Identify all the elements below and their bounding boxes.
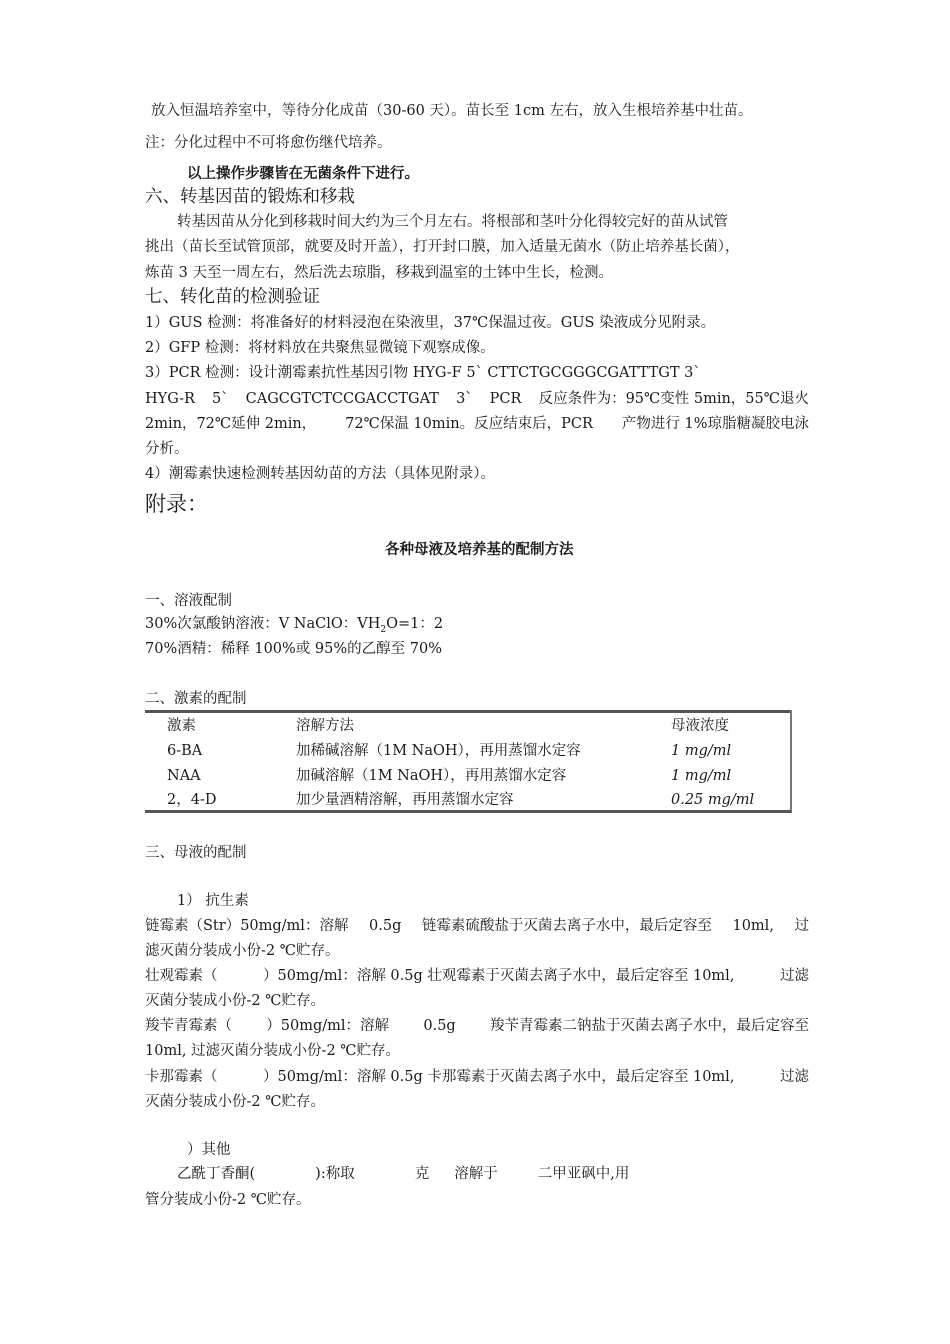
table-cell-concentration: 1 mg/ml [671, 768, 732, 784]
word: 链霉素（Str）50mg/ml：溶解 [145, 918, 349, 934]
word: 0.5g [423, 1018, 456, 1034]
pcr-word: 3` [456, 391, 473, 407]
subscript: 2 [380, 624, 387, 635]
table-cell-method: 加碱溶解（1M NaOH），再用蒸馏水定容 [296, 768, 567, 784]
section-6-heading: 六、转基因苗的锻炼和移栽 [145, 187, 355, 207]
section-6-para-line-2: 挑出（苗长至试管顶部，就要及时开盖），打开封口膜，加入适量无菌水（防止培养基长菌）， [145, 239, 740, 255]
word: 过 [794, 918, 809, 934]
appendix-heading: 附录： [145, 492, 208, 516]
table-cell-hormone: 2，4-D [167, 792, 217, 808]
pcr-word: HYG-R [145, 391, 195, 407]
word: 卡那霉素（ [145, 1069, 218, 1085]
kanamycin-line-1 [145, 1067, 809, 1087]
culture-line: 放入恒温培养室中，等待分化成苗（30-60 天）。苗长至 1cm 左右，放入生根培养基中壮苗。 [151, 103, 753, 119]
table-header-concentration: 母液浓度 [671, 718, 729, 734]
section-6-para-line-3: 炼苗 3 天至一周左右，然后洗去琼脂，移栽到温室的土钵中生长，检测。 [145, 265, 613, 281]
note-line: 注：分化过程中不可将愈伤继代培养。 [145, 135, 392, 151]
word: 乙酰丁香酮( [177, 1166, 256, 1182]
word: 链霉素硫酸盐于灭菌去离子水中，最后定容至 [421, 918, 712, 934]
acetosyringone-line-2: 管分装成小份-2 ℃贮存。 [145, 1192, 311, 1208]
word: 羧苄青霉素二钠盐于灭菌去离子水中，最后定容至 [490, 1018, 809, 1034]
word: 克 [414, 1166, 430, 1182]
sterile-note: 以上操作步骤皆在无菌条件下进行。 [187, 166, 419, 182]
word: ）50mg/ml：溶解 0.5g 壮观霉素于灭菌去离子水中，最后定容至 10ml, [263, 968, 735, 984]
table-bottom-rule [145, 810, 791, 813]
antibiotic-heading: 1） 抗生素 [177, 893, 249, 909]
streptomycin-line-1 [145, 916, 809, 936]
naclo-line [145, 614, 443, 640]
table-cell-method: 加稀碱溶解（1M NaOH），再用蒸馏水定容 [296, 743, 581, 759]
section-7-heading: 七、转化苗的检测验证 [145, 287, 320, 307]
word: 过滤 [780, 968, 809, 984]
table-cell-method: 加少量酒精溶解，再用蒸馏水定容 [296, 792, 514, 808]
spectinomycin-line-2: 灭菌分装成小份-2 ℃贮存。 [145, 993, 325, 1009]
pcr-test-line-3 [145, 414, 809, 434]
table-cell-concentration: 1 mg/ml [671, 743, 732, 759]
hormone-heading: 二、激素的配制 [145, 691, 247, 707]
other-heading: ）其他 [187, 1142, 231, 1158]
pcr-word: PCR [489, 391, 522, 407]
pcr-word: 反应条件为：95℃变性 5min，55℃退火 [538, 391, 809, 407]
naclo-text: 30%次氯酸钠溶液：V NaClO：VH [145, 616, 381, 632]
table-cell-hormone: NAA [167, 768, 201, 784]
pcr-word: 2min，72℃延伸 2min， [145, 416, 317, 432]
acetosyringone-line-1 [177, 1164, 629, 1184]
word: 羧苄青霉素（ [145, 1018, 232, 1034]
table-cell-hormone: 6-BA [167, 743, 203, 759]
table-cell-concentration: 0.25 mg/ml [671, 792, 755, 808]
pcr-word: 产物进行 1%琼脂糖凝胶电泳 [621, 416, 809, 432]
pcr-word: 5` [212, 391, 229, 407]
kanamycin-line-2: 灭菌分装成小份-2 ℃贮存。 [145, 1094, 325, 1110]
table-header-hormone: 激素 [167, 718, 196, 734]
table-right-rule [790, 710, 792, 813]
carbenicillin-line-1 [145, 1016, 809, 1036]
solution-heading: 一、溶液配制 [145, 593, 232, 609]
pcr-test-line-2 [145, 389, 809, 409]
carbenicillin-line-2: 10ml, 过滤灭菌分装成小份-2 ℃贮存。 [145, 1043, 401, 1059]
hyg-test-line: 4）潮霉素快速检测转基因幼苗的方法（具体见附录）。 [145, 466, 495, 482]
word: 二甲亚砜中,用 [537, 1166, 630, 1182]
table-top-rule [145, 710, 791, 713]
pcr-test-line-1: 3）PCR 检测：设计潮霉素抗性基因引物 HYG-F 5` CTTCTGCGGGCGATTTGT 3` [145, 365, 701, 381]
spectinomycin-line-1 [145, 966, 809, 986]
pcr-test-line-4: 分析。 [145, 441, 189, 457]
word: ）50mg/ml：溶解 0.5g 卡那霉素于灭菌去离子水中，最后定容至 10ml, [263, 1069, 735, 1085]
word: 0.5g [369, 918, 402, 934]
ethanol-line: 70%酒精：稀释 100%或 95%的乙醇至 70% [145, 641, 442, 657]
word: 溶解于 [454, 1166, 498, 1182]
word: ):称取 [315, 1166, 355, 1182]
word: 过滤 [780, 1069, 809, 1085]
table-header-method: 溶解方法 [296, 718, 354, 734]
stock-heading: 三、母液的配制 [145, 845, 247, 861]
appendix-title: 各种母液及培养基的配制方法 [385, 542, 574, 558]
word: ）50mg/ml：溶解 [266, 1018, 390, 1034]
streptomycin-line-2: 滤灭菌分装成小份-2 ℃贮存。 [145, 943, 340, 959]
pcr-word: CAGCGTCTCCGACCTGAT [245, 391, 439, 407]
word: 10ml, [732, 918, 774, 934]
gfp-test-line: 2）GFP 检测：将材料放在共聚焦显微镜下观察成像。 [145, 340, 495, 356]
naclo-text-end: O=1：2 [386, 616, 444, 632]
section-6-para-line-1: 转基因苗从分化到移栽时间大约为三个月左右。将根部和茎叶分化得较完好的苗从试管 [177, 214, 728, 230]
pcr-word: 72℃保温 10min。反应结束后，PCR [345, 416, 593, 432]
gus-test-line: 1）GUS 检测：将准备好的材料浸泡在染液里，37℃保温过夜。GUS 染液成分见附录。 [145, 315, 716, 331]
word: 壮观霉素（ [145, 968, 218, 984]
